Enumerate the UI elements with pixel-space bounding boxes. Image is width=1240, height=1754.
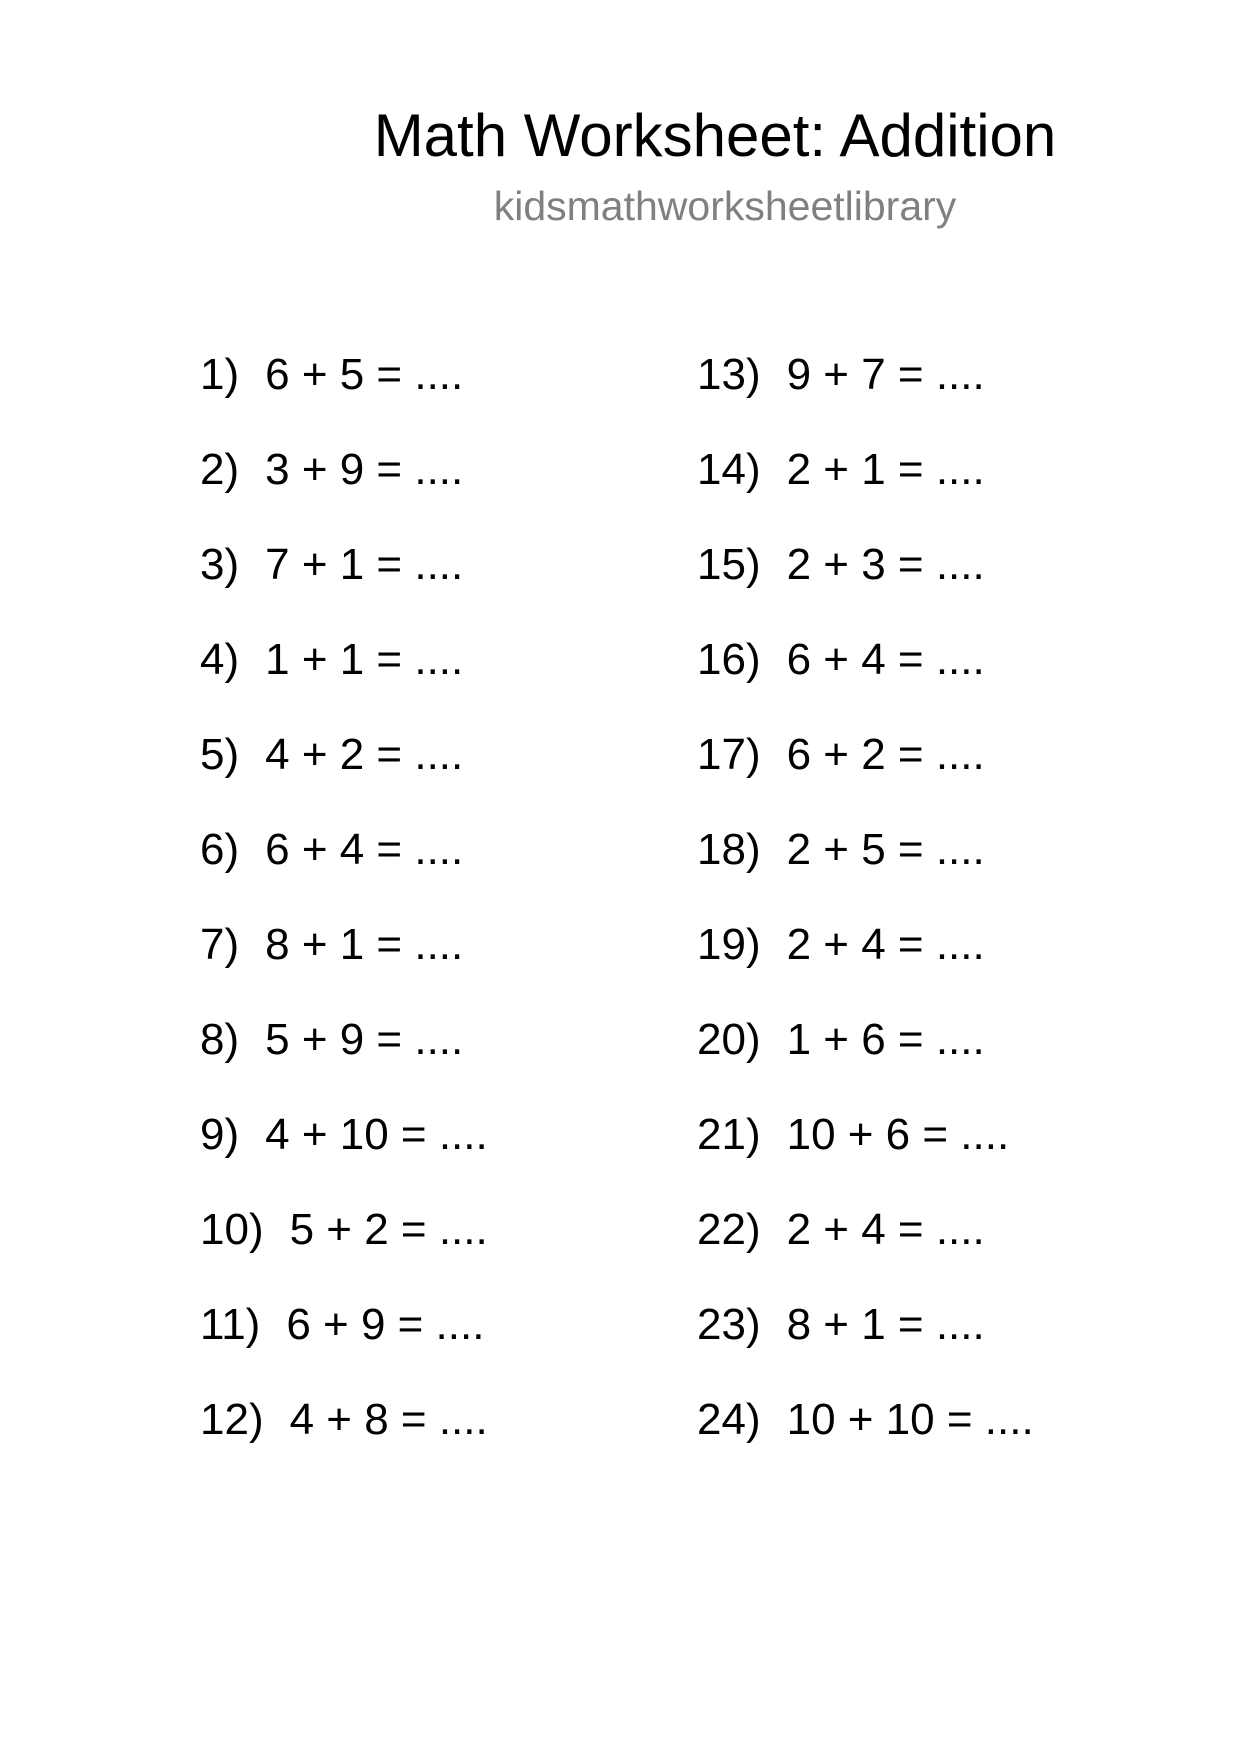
problem-number: 1) — [200, 350, 240, 399]
problem-expression: 9 + 7 = .... — [786, 350, 985, 399]
problem-expression: 5 + 9 = .... — [265, 1015, 464, 1064]
problem-number: 7) — [200, 920, 240, 969]
problem-item — [697, 915, 1177, 1010]
problem-expression: 6 + 4 = .... — [786, 635, 985, 684]
problem-item — [697, 1200, 1177, 1295]
problem-item — [200, 1200, 680, 1295]
problem-number: 21) — [697, 1110, 761, 1159]
problem-expression: 2 + 3 = .... — [786, 540, 985, 589]
problem-expression: 4 + 10 = .... — [265, 1110, 488, 1159]
problem-number: 8) — [200, 1015, 240, 1064]
problem-item — [200, 440, 680, 535]
problem-item — [697, 630, 1177, 725]
problem-item — [697, 725, 1177, 820]
problem-expression: 6 + 9 = .... — [286, 1300, 485, 1349]
problem-number: 13) — [697, 350, 761, 399]
problem-item — [200, 725, 680, 820]
problem-expression: 3 + 9 = .... — [265, 445, 464, 494]
problem-expression: 1 + 6 = .... — [786, 1015, 985, 1064]
problem-item — [697, 1295, 1177, 1390]
problem-item — [697, 440, 1177, 535]
problem-item — [200, 1010, 680, 1105]
problem-number: 12) — [200, 1395, 264, 1444]
problem-item — [697, 1105, 1177, 1200]
problem-number: 6) — [200, 825, 240, 874]
problem-number: 18) — [697, 825, 761, 874]
problem-item — [200, 1390, 680, 1485]
problem-number: 24) — [697, 1395, 761, 1444]
problem-expression: 6 + 2 = .... — [786, 730, 985, 779]
problem-item — [697, 820, 1177, 915]
problem-expression: 2 + 4 = .... — [786, 1205, 985, 1254]
problem-expression: 2 + 4 = .... — [786, 920, 985, 969]
problem-expression: 4 + 8 = .... — [289, 1395, 488, 1444]
problem-expression: 4 + 2 = .... — [265, 730, 464, 779]
problem-item — [200, 630, 680, 725]
problem-expression: 2 + 5 = .... — [786, 825, 985, 874]
problem-expression: 8 + 1 = .... — [265, 920, 464, 969]
problem-number: 16) — [697, 635, 761, 684]
problem-expression: 8 + 1 = .... — [786, 1300, 985, 1349]
problem-expression: 2 + 1 = .... — [786, 445, 985, 494]
problem-item — [697, 345, 1177, 440]
problems-column-left — [200, 345, 680, 1485]
problem-item — [200, 820, 680, 915]
problem-number: 5) — [200, 730, 240, 779]
problem-item — [200, 1295, 680, 1390]
problem-number: 20) — [697, 1015, 761, 1064]
problems-column-right — [697, 345, 1177, 1485]
problem-item — [200, 535, 680, 630]
problem-expression: 5 + 2 = .... — [289, 1205, 488, 1254]
problem-number: 3) — [200, 540, 240, 589]
problem-number: 4) — [200, 635, 240, 684]
problem-expression: 10 + 10 = .... — [786, 1395, 1034, 1444]
problem-item — [200, 915, 680, 1010]
problem-number: 23) — [697, 1300, 761, 1349]
problem-expression: 7 + 1 = .... — [265, 540, 464, 589]
problem-item — [200, 345, 680, 440]
problem-expression: 10 + 6 = .... — [786, 1110, 1010, 1159]
problem-item — [200, 1105, 680, 1200]
problem-item — [697, 1010, 1177, 1105]
problem-number: 22) — [697, 1205, 761, 1254]
worksheet-subtitle: kidsmathworksheetlibrary — [493, 183, 957, 229]
problem-item — [697, 535, 1177, 630]
problem-number: 9) — [200, 1110, 240, 1159]
problem-item — [697, 1390, 1177, 1485]
worksheet-title: Math Worksheet: Addition — [373, 102, 1057, 169]
problem-number: 11) — [200, 1300, 261, 1349]
problem-number: 14) — [697, 445, 761, 494]
problem-number: 17) — [697, 730, 761, 779]
problem-expression: 1 + 1 = .... — [265, 635, 464, 684]
problem-number: 19) — [697, 920, 761, 969]
problem-number: 10) — [200, 1205, 264, 1254]
problem-expression: 6 + 5 = .... — [265, 350, 464, 399]
problem-number: 2) — [200, 445, 240, 494]
problem-number: 15) — [697, 540, 761, 589]
problem-expression: 6 + 4 = .... — [265, 825, 464, 874]
